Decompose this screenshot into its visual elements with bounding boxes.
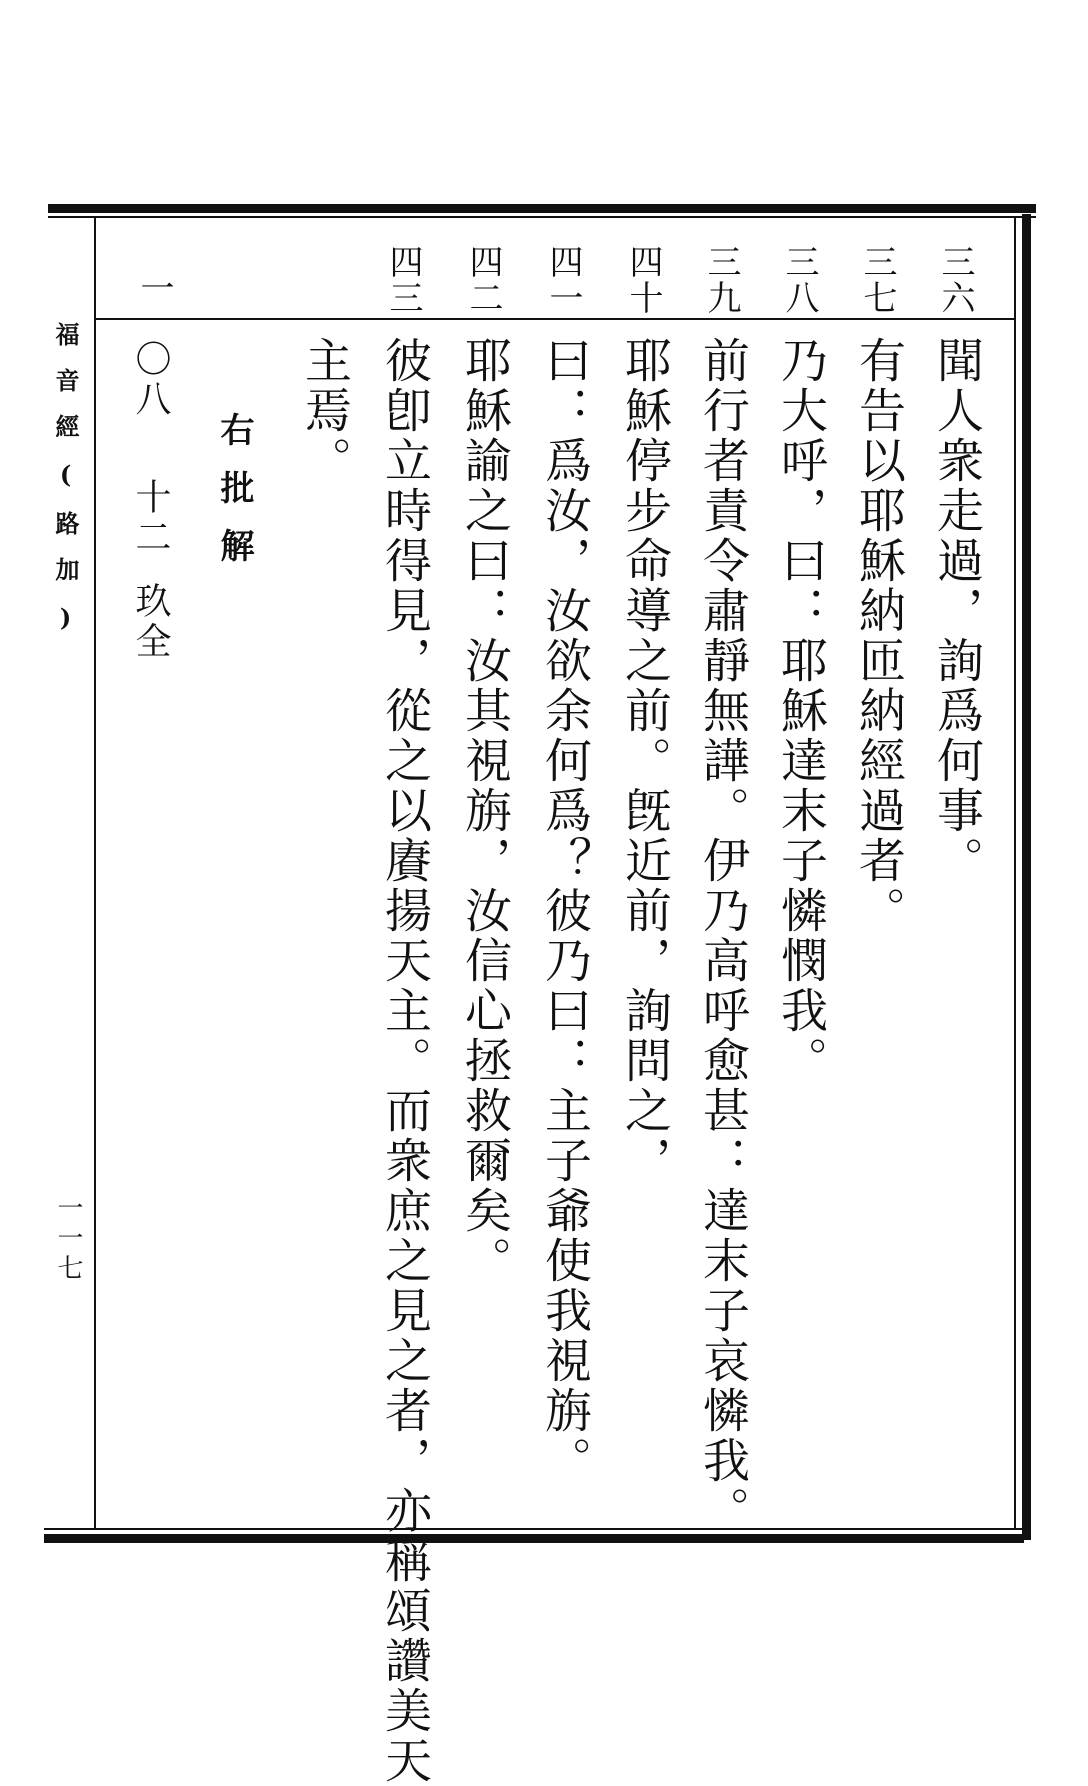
frame-right-rule <box>1022 214 1031 1540</box>
verse-number: 四十 <box>623 244 663 316</box>
verse-number: 四一 <box>543 244 583 316</box>
header-divider <box>96 318 1014 320</box>
verse-number: 三六 <box>935 244 975 316</box>
verse-number: 三八 <box>779 244 819 316</box>
frame-top-thin-rule <box>48 216 1036 218</box>
annotation-note-ref: 〇八 <box>130 340 171 420</box>
verse-text: 乃大呼，曰：耶穌達末子憐憫我。 <box>773 336 828 1086</box>
verse-number: 四三 <box>383 244 423 316</box>
verse-text: 彼卽立時得見，從之以賡揚天主。而衆庶之見之者，亦稱頌讚美天 <box>377 336 432 1786</box>
side-title: 福音經(路加) <box>51 322 80 654</box>
frame-right-thin-rule <box>1014 218 1016 1530</box>
frame-bottom-rule <box>44 1534 1024 1543</box>
page-number: 一一七 <box>53 1194 83 1284</box>
frame-left-rule <box>94 218 96 1530</box>
verse-text: 有告以耶穌納匝納經過者。 <box>851 336 906 936</box>
verse-text: 前行者責令肅靜無譁。伊乃高呼愈甚：達末子哀憐我。 <box>695 336 750 1536</box>
verse-number: 三七 <box>857 244 897 316</box>
verse-number: 四二 <box>463 244 503 316</box>
verse-text: 耶穌停步命導之前。旣近前，詢問之， <box>617 336 672 1186</box>
annotation-caption: 右批解 <box>214 412 254 586</box>
verse-text: 曰：爲汝，汝欲余何爲？彼乃曰：主子爺使我視旃。 <box>537 336 592 1486</box>
annotation-note: 十二 <box>130 478 171 558</box>
verse-text: 聞人衆走過，詢爲何事。 <box>929 336 984 886</box>
verse-number: 三九 <box>701 244 741 316</box>
annotation-header-number: 一 <box>134 270 174 306</box>
annotation-note: 玖全 <box>130 582 171 662</box>
verse-text: 主焉。 <box>297 336 352 486</box>
frame-top-rule <box>48 204 1036 213</box>
verse-text: 耶穌諭之曰：汝其視旃，汝信心拯救爾矣。 <box>457 336 512 1286</box>
frame-bottom-thin-rule <box>44 1528 1024 1530</box>
